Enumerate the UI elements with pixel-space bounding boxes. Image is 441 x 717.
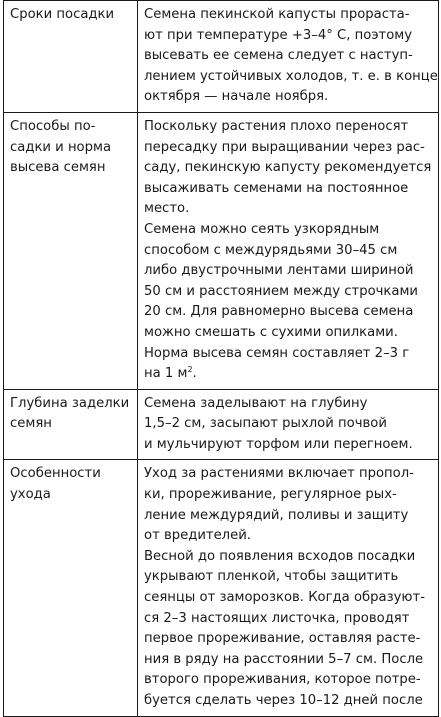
description-line: Уход за растениями включает пропол-	[144, 466, 414, 482]
term-line: ухода	[10, 487, 51, 503]
info-table	[3, 0, 439, 717]
description-line: высаживать семенами на постоянное	[144, 180, 409, 196]
term-cell	[4, 112, 138, 389]
description-line-with-superscript	[144, 364, 434, 385]
term-line: семян	[10, 416, 52, 432]
term-line: садки и норма	[10, 139, 112, 155]
description-cell	[138, 112, 439, 389]
description-line: Семена пекинской капусты прораста-	[144, 7, 410, 22]
description-line: лением устойчивых холодов, т. е. в конце	[144, 68, 438, 84]
term-line: Глубина заделки	[10, 395, 130, 411]
description-line: Семена заделывают на глубину	[144, 395, 368, 411]
description-line: место.	[144, 201, 190, 217]
term-line: высева семян	[10, 160, 106, 176]
table-row	[4, 460, 439, 716]
description-line: от вредителей.	[144, 528, 251, 544]
description-line: буется сделать через 10–12 дней после	[144, 693, 423, 708]
description-line: Весной до появления всходов посадки	[144, 548, 416, 564]
description-line: сеянцы от заморозков. Когда образуют-	[144, 590, 425, 606]
description-line: 50 см и расстоянием между строчками	[144, 283, 418, 299]
description-line: можно смешать с сухими опилками.	[144, 324, 398, 340]
description-text: на 1 м	[144, 366, 188, 382]
term-line: Сроки посадки	[10, 7, 115, 22]
table-row	[4, 112, 439, 389]
table-row	[4, 389, 439, 460]
description-cell	[138, 460, 439, 716]
description-text: .	[192, 366, 197, 382]
description-cell	[138, 1, 439, 113]
term-cell	[4, 389, 138, 460]
description-line: либо двустрочными лентами шириной	[144, 263, 414, 279]
description-line: первое прореживание, оставляя расте-	[144, 631, 421, 647]
term-cell	[4, 1, 138, 113]
term-line: Способы по-	[10, 118, 96, 134]
description-line: Поскольку растения плохо переносят	[144, 118, 409, 134]
description-line: 20 см. Для равномерно высева семена	[144, 304, 414, 320]
description-line: и мульчируют торфом или перегноем.	[144, 436, 413, 452]
description-line: октября — начале ноября.	[144, 89, 329, 105]
description-line: высевать ее семена следует с наступ-	[144, 48, 413, 64]
term-line: Особенности	[10, 466, 101, 482]
description-line: укрывают пленкой, чтобы защитить	[144, 569, 399, 585]
description-line: 1,5–2 см, засыпают рыхлой почвой	[144, 416, 387, 432]
description-line: ния в ряду на расстоянии 5–7 см. После	[144, 651, 424, 667]
description-line: второго прореживания, которое потре-	[144, 672, 421, 688]
description-line: ки, прореживание, регулярное рых-	[144, 487, 397, 503]
description-cell	[138, 389, 439, 460]
description-line: ют при температуре +3–4° С, поэтому	[144, 27, 413, 43]
description-line: способом с междурядьями 30–45 см	[144, 242, 398, 258]
superscript: 2	[187, 365, 193, 375]
description-line: ление междурядий, поливы и защиту	[144, 507, 409, 523]
description-line: Норма высева семян составляет 2–3 г	[144, 345, 410, 361]
description-line: саду, пекинскую капусту рекомендуется	[144, 160, 432, 176]
description-line: пересадку при выращивании через рас-	[144, 139, 425, 155]
description-line: ся 2–3 настоящих листочка, проводят	[144, 610, 410, 626]
term-cell	[4, 460, 138, 716]
table-row	[4, 1, 439, 113]
description-line: Семена можно сеять узкорядным	[144, 221, 380, 237]
